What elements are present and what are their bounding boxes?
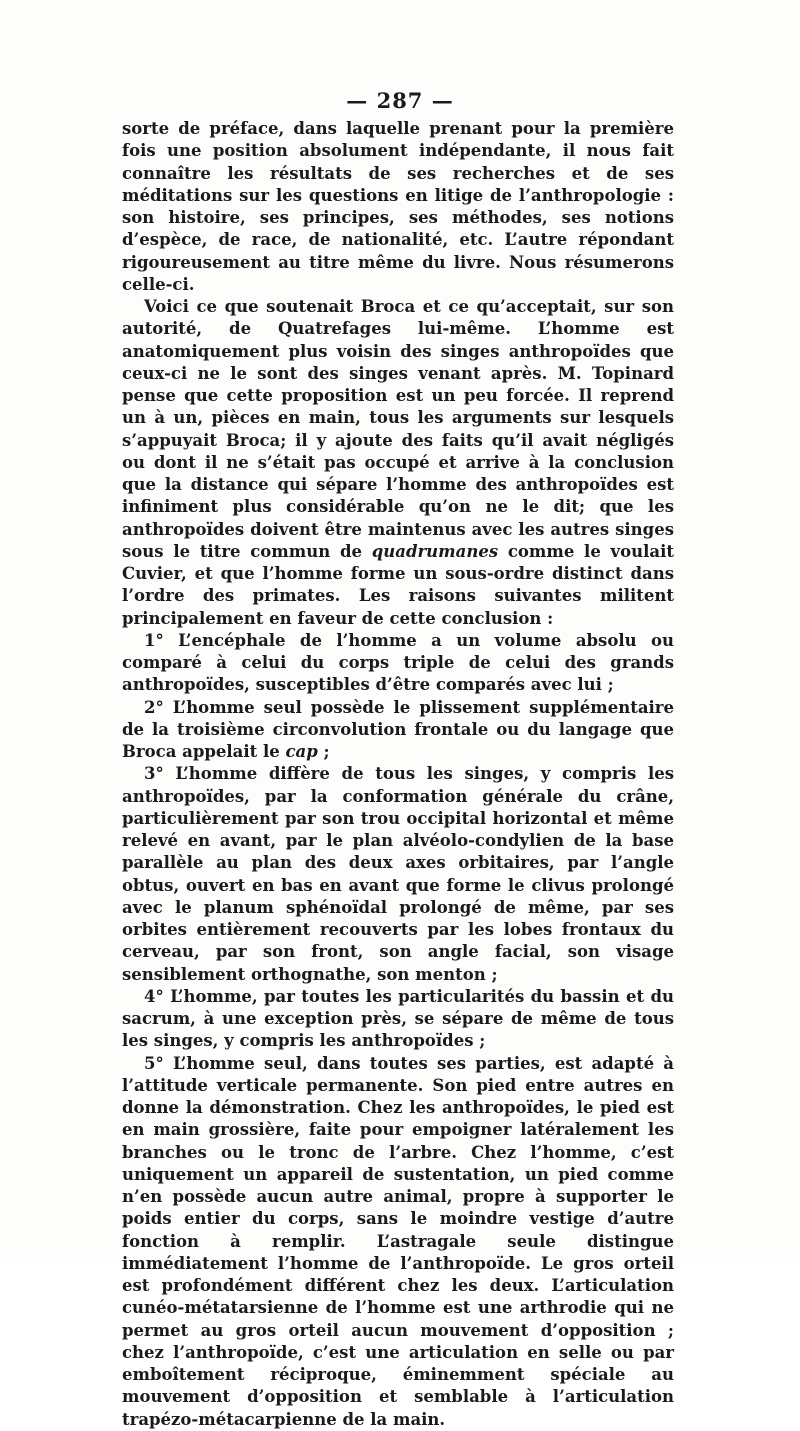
paragraph-7: 5° L’homme seul, dans toutes ses parties, est adapté à l’attitude verticale permanente. Son pied entre autres en donne la démonstration. Chez les anthropoïdes, le pied est en main grossière, faite pour empoigner latéralement les branches ou le tronc de l’arbre. Chez l’homme, c’est uniquement un appareil de sustentation, un pied comme n’en possède aucun autre animal, propre à supporter le poids entier du corps, sans le moindre vestige d’autre fonction à remplir. L’astragale seule distingue immédiatement l’homme de l’anthropoïde. Le gros orteil est profondément différent chez les deux. L’articulation cunéo-métatarsienne de l’homme est une arthrodie qui ne permet au gros orteil aucun mouvement d’opposition ; chez l’anthropoïde, c’est une articulation en selle ou par emboîtement réciproque, éminemment spéciale au mouvement d’opposition et semblable à l’articulation trapézo-métacarpienne de la main. — [122, 1053, 674, 1429]
paragraph-2 — [122, 296, 674, 630]
paragraph-4-italic: cap — [285, 742, 318, 761]
paragraph-2-italic: quadrumanes — [371, 541, 499, 561]
paragraph-2-part-2: comme le voulait Cuvier, et que l’homme forme un sous-ordre distinct dans l’ordre des primates. Les raisons suivantes militent principalement en faveur de cette conclusion : — [122, 541, 674, 628]
body-text — [122, 118, 674, 1431]
paragraph-4 — [122, 697, 674, 764]
page-number: — 287 — — [346, 88, 454, 113]
paragraph-4-part-2: ; — [317, 742, 330, 761]
paragraph-5: 3° L’homme diffère de tous les singes, y compris les anthropoïdes, par la conformation générale du crâne, particulièrement par son trou occipital horizontal et même relevé en avant, par le plan alvéolo-condylien de la base parallèle au plan des deux axes orbitaires, par l’angle obtus, ouvert en bas en avant que forme le clivus prolongé avec le planum sphénoïdal prolongé de même, par ses orbites entièrement recouverts par les lobes frontaux du cerveau, par son front, son angle facial, son visage sensiblement orthognathe, son menton ; — [122, 764, 674, 984]
paragraph-1: sorte de préface, dans laquelle prenant pour la première fois une position absolument indépendante, il nous fait connaître les résultats de ses recherches et de ses méditations sur les questions en litige de l’anthropologie : son histoire, ses principes, ses méthodes, ses notions d’espèce, de race, de nationalité, etc. L’autre répondant rigoureusement au titre même du livre. Nous résumerons celle-ci. — [122, 119, 674, 294]
paragraph-4-part-1: 2° L’homme seul possède le plissement supplémentaire de la troisième circonvolution frontale ou du langage que Broca appelait le — [122, 697, 674, 761]
paragraph-6: 4° L’homme, par toutes les particularités du bassin et du sacrum, à une exception près, se sépare de même de tous les singes, y compris les anthropoïdes ; — [122, 986, 674, 1051]
paragraph-3: 1° L’encéphale de l’homme a un volume absolu ou comparé à celui du corps triple de celui des grands anthropoïdes, susceptibles d’être comparés avec lui ; — [122, 630, 674, 695]
paragraph-2-part-1: Voici ce que soutenait Broca et ce qu’acceptait, sur son autorité, de Quatrefages lui-même. L’homme est anatomiquement plus voisin des singes anthropoïdes que ceux-ci ne le sont des singes venant après. M. Topinard pense que cette proposition est un peu forcée. Il reprend un à un, pièces en main, tous les arguments sur lesquels s’appuyait Broca; il y ajoute des faits qu’il avait négligés ou dont il ne s’était pas occupé et arrive à la conclusion que la distance qui sépare l’homme des anthropoïdes est infiniment plus considérable qu’on ne le dit; que les anthropoïdes doivent être maintenus avec les autres singes sous le titre commun de — [122, 297, 674, 561]
